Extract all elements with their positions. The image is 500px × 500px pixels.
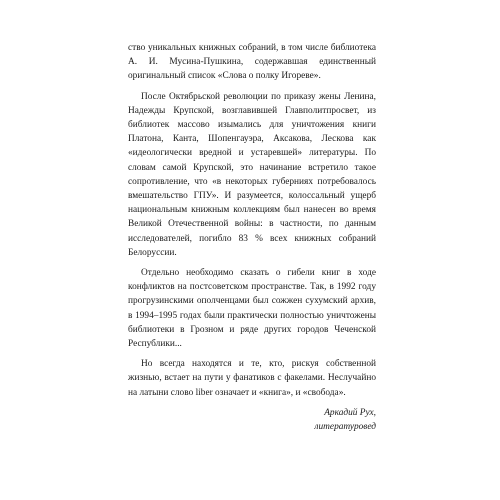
author-signature <box>128 406 376 434</box>
author-name: Аркадий Рух, <box>324 407 376 418</box>
paragraph-2: После Октябрьской революции по приказу жены Ленина, Надежды Крупской, возглавившей Главполитпросвет, из библиотек массово изымались для уничтожения книги Платона, Канта, Шопенгауэра, Аксакова, Лескова как «идеологически вредной и устаревшей» литературы. По словам самой Крупской, это начинание встретило такое сопротивление, что «в некоторых губерниях потребовалось вмешательство ГПУ». И разумеется, колоссальный ущерб национальным книжным коллекциям был нанесен во время Великой Отечественной войны: в частности, по данным исследователей, погибло 83 % всех книжных собраний Белоруссии. <box>128 91 376 258</box>
book-page-text <box>128 41 376 434</box>
paragraph-3: Отдельно необходимо сказать о гибели книг в ходе конфликтов на постсоветском пространстве. Так, в 1992 году прогрузинскими ополченцами был сожжен сухумский архив, в 1994–1995 годах были практически полностью уничтожены библиотеки в Грозном и ряде других городов Чеченской Республики... <box>128 268 376 350</box>
author-role: литературовед <box>314 422 376 433</box>
paragraph-4: Но всегда находятся и те, кто, рискуя собственной жизнью, встает на пути у фанатиков с факелами. Неслучайно на латыни слово liber означает и «книга», и «свобода». <box>128 359 376 398</box>
paragraph-1: ство уникальных книжных собраний, в том числе библиотека А. И. Мусина-Пушкина, содержавшая единственный оригинальный список «Слова о полку Игореве». <box>128 43 376 82</box>
